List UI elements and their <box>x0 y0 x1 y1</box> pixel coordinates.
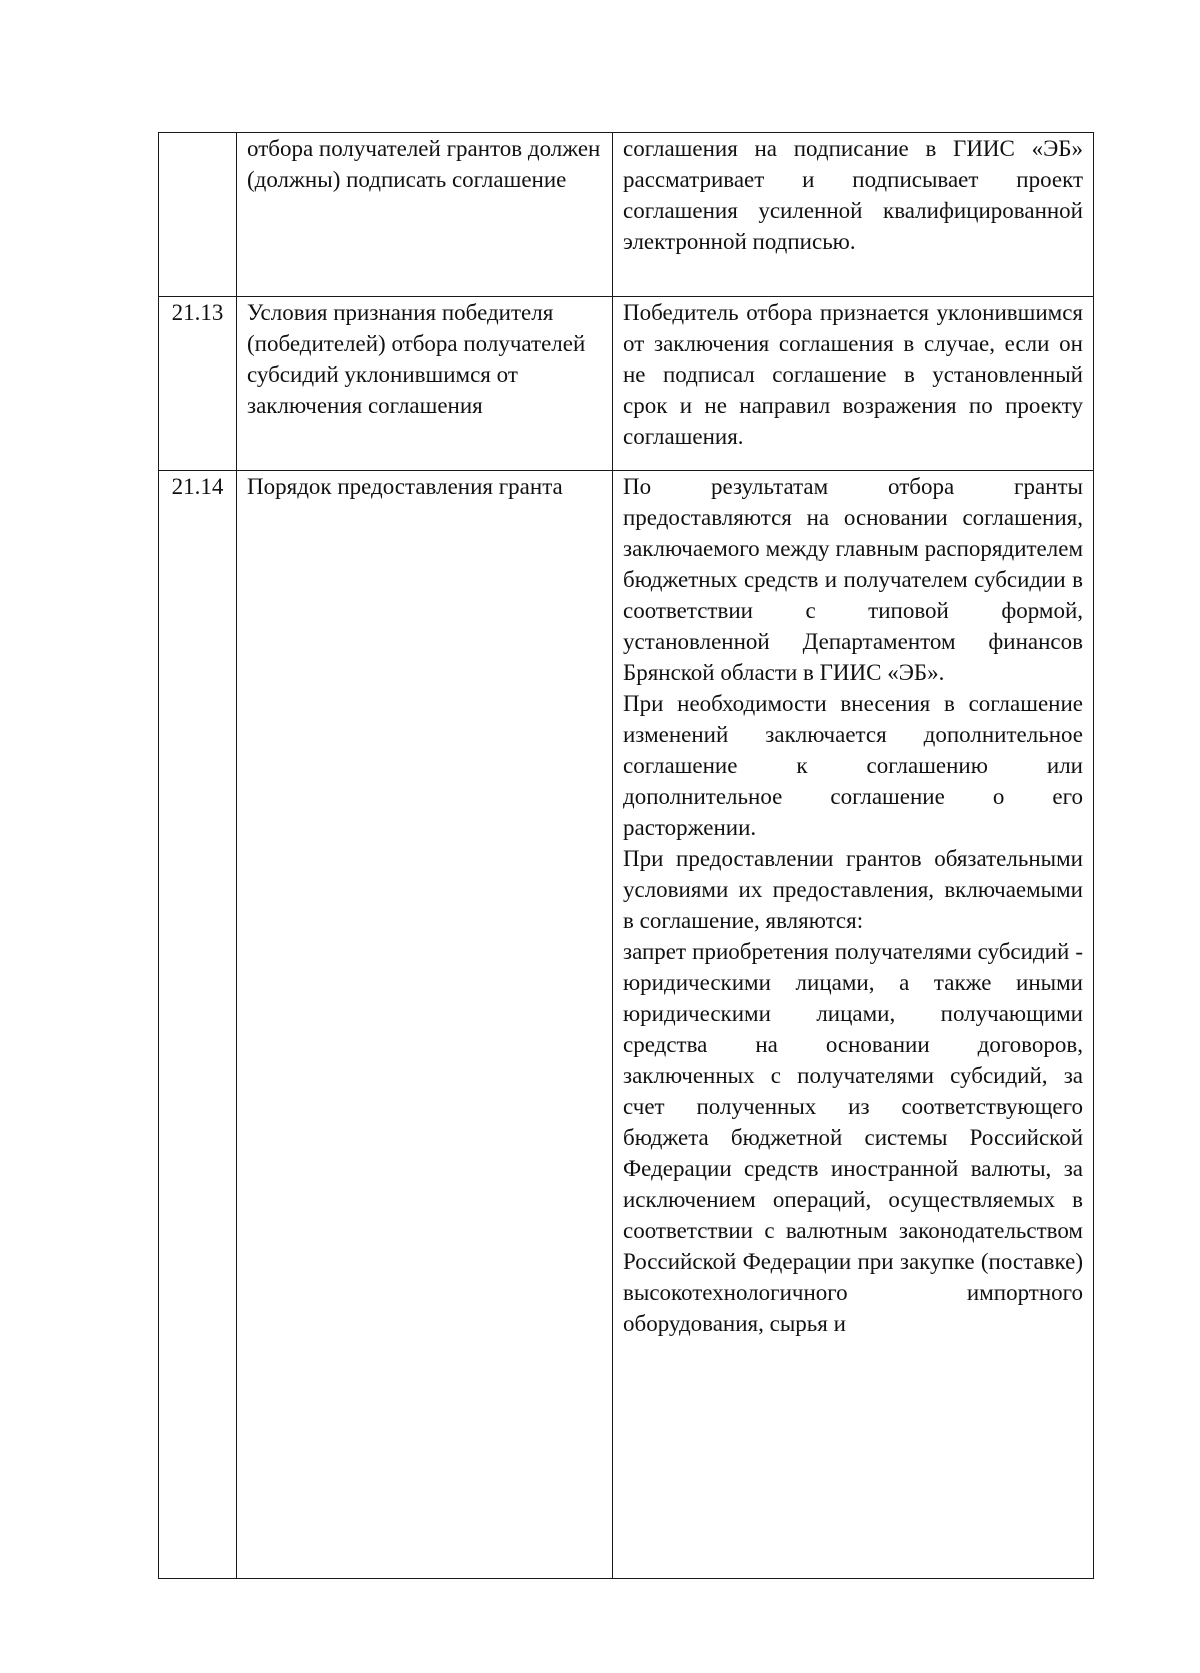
row-paragraph: соглашения на подписание в ГИИС «ЭБ» рассматривает и подписывает проект соглашения усиленной квалифицированной электронной подписью. <box>623 136 1083 254</box>
row-paragraph: При предоставлении грантов обязательными условиями их предоставления, включаемыми в соглашение, являются: <box>623 846 1083 933</box>
row-name: отбора получателей грантов должен (должны) подписать соглашение <box>237 133 613 297</box>
row-paragraph: запрет приобретения получателями субсидий - юридическими лицами, а также иными юридическими лицами, получающими средства на основании договоров, заключенных с получателями субсидий, за счет полученных из соответствующего бюджета бюджетной системы Российской Федерации средств иностранной валюты, за исключением операций, осуществляемых в соответствии с валютным законодательством Российской Федерации при закупке (поставке) высокотехнологичного импортного оборудования, сырья и <box>623 939 1083 1336</box>
row-name: Условия признания победителя (победителей) отбора получателей субсидий уклонившимся от заключения соглашения <box>237 297 613 471</box>
row-number: 21.14 <box>159 471 237 1579</box>
document-table <box>158 132 1094 1579</box>
row-number: 21.13 <box>159 297 237 471</box>
row-paragraph: Победитель отбора признается уклонившимся от заключения соглашения в случае, если он не подписал соглашение в установленный срок и не направил возражения по проекту соглашения. <box>623 300 1083 449</box>
row-description <box>613 133 1094 297</box>
table-row <box>159 133 1094 297</box>
row-paragraph: По результатам отбора гранты предоставляются на основании соглашения, заключаемого между главным распорядителем бюджетных средств и получателем субсидии в соответствии с типовой формой, установленной Департаментом финансов Брянской области в ГИИС «ЭБ». <box>623 474 1083 685</box>
table-row <box>159 297 1094 471</box>
row-description <box>613 471 1094 1579</box>
row-description <box>613 297 1094 471</box>
table-row <box>159 471 1094 1579</box>
row-number <box>159 133 237 297</box>
row-paragraph: При необходимости внесения в соглашение изменений заключается дополнительное соглашение к соглашению или дополнительное соглашение о его расторжении. <box>623 691 1083 840</box>
row-name: Порядок предоставления гранта <box>237 471 613 1579</box>
